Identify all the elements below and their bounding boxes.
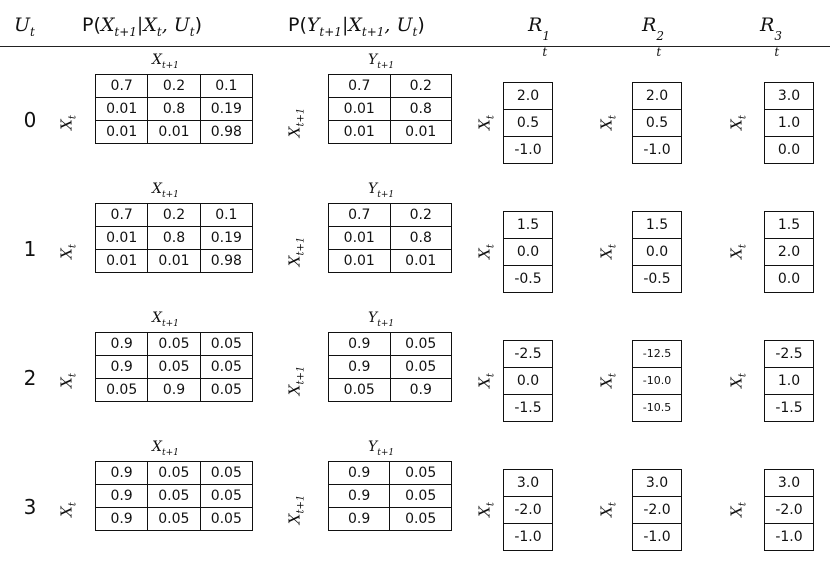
reward-cell: -1.0 [643,529,671,545]
reward-cell: 2.0 [765,239,813,266]
matrix-cell: 0.7 [329,75,391,98]
header-u-sub: t [30,24,35,39]
header-transition-sub1: t+1 [114,24,137,39]
reward-cell: 2.0 [633,83,681,110]
observation-col-label-symbol: Y [368,181,378,197]
reward-r2-row-label-sub: t [607,115,619,120]
transition-row-label-symbol: X [57,377,76,388]
reward-r1-row-label-sub: t [485,244,497,249]
reward-r3-row-label-sub: t [737,373,749,378]
table-row [329,75,452,98]
reward-cell: 3.0 [765,470,813,497]
header-transition [82,10,202,40]
reward-r3-row-label-sub: t [737,502,749,507]
matrix-cell: 0.9 [96,485,148,508]
reward-cell: 1.5 [633,212,681,239]
reward-cell: -2.5 [504,341,552,368]
matrix-cell: 0.9 [390,379,452,402]
matrix-cell: 0.05 [200,462,252,485]
header-observation-sub3: t [412,24,418,39]
matrix-cell: 0.8 [390,227,452,250]
reward-cell: -1.5 [514,400,542,416]
matrix-cell: 0.05 [96,379,148,402]
table-row [329,204,452,227]
reward-r1-vector [503,469,553,551]
reward-cell: -0.5 [643,271,671,287]
matrix-cell: 0.05 [390,333,452,356]
observation-col-label-sub: t+1 [377,60,395,71]
matrix-cell: 0.01 [329,121,391,144]
header-r1-sub: t [542,45,548,59]
matrix-cell: 0.01 [329,250,391,273]
observation-matrix [328,74,452,144]
reward-r2-row-label [598,232,619,272]
header-u [14,10,35,40]
table-row [96,75,253,98]
header-r2-sup: 2 [656,29,664,43]
reward-cell: 0.0 [504,368,552,395]
observation-col-label-sub: t+1 [377,189,395,200]
observation-row-label [286,103,307,143]
observation-col-label-symbol: Y [368,310,378,326]
reward-r2-row-label-symbol: X [597,377,616,388]
transition-row-label-sub: t [67,115,79,120]
table-row [96,250,253,273]
matrix-cell: 0.9 [96,333,148,356]
table-row [96,121,253,144]
transition-col-label-sub: t+1 [161,318,179,329]
reward-r1-row-label-symbol: X [475,377,494,388]
observation-matrix [328,332,452,402]
reward-cell: 1.5 [765,212,813,239]
reward-cell: -2.0 [633,497,681,524]
table-row [96,333,253,356]
reward-r3-row-label-sub: t [737,244,749,249]
matrix-cell: 0.19 [200,98,252,121]
header-observation-close: ) [417,14,425,36]
transition-col-label-sub: t+1 [161,60,179,71]
header-r1 [528,10,552,59]
matrix-cell: 0.05 [148,356,200,379]
header-r3-sub: t [774,45,780,59]
reward-cell: 0.0 [504,239,552,266]
matrix-cell: 0.2 [390,75,452,98]
reward-r1-vector [503,340,553,422]
observation-matrix [328,203,452,273]
matrix-cell: 0.2 [148,204,200,227]
matrix-cell: 0.05 [200,356,252,379]
reward-r3-row-label [728,490,749,530]
table-row [329,462,452,485]
matrix-cell: 0.9 [329,485,390,508]
reward-cell: -1.0 [775,529,803,545]
reward-r2-vector [632,82,682,164]
reward-r2-row-label-sub: t [607,502,619,507]
observation-col-label-sub: t+1 [377,318,395,329]
reward-r3-vector [764,211,814,293]
matrix-cell: 0.01 [96,250,148,273]
reward-r2-row-label-symbol: X [597,119,616,130]
reward-r1-vector [503,211,553,293]
table-row [329,121,452,144]
matrix-cell: 0.9 [96,508,148,531]
reward-cell: -1.0 [643,142,671,158]
transition-row-label-symbol: X [57,248,76,259]
reward-r1-row-label-symbol: X [475,119,494,130]
reward-r1-row-label-sub: t [485,373,497,378]
reward-r2-vector [632,340,682,422]
observation-row-label [286,361,307,401]
header-r3 [760,10,784,59]
reward-r2-vector [632,211,682,293]
reward-r1-row-label-sub: t [485,502,497,507]
reward-cell: 0.0 [633,239,681,266]
header-transition-open: P( [82,14,101,36]
row-u-value: 0 [23,108,37,132]
header-r1-symbol: R [528,14,543,36]
table-row [96,98,253,121]
reward-cell: 3.0 [633,470,681,497]
matrix-cell: 0.98 [200,250,252,273]
matrix-cell: 0.2 [148,75,200,98]
observation-row-label-sub: t+1 [295,365,307,385]
transition-col-label-symbol: X [152,310,162,326]
reward-cell: 0.0 [777,271,801,287]
matrix-cell: 0.9 [96,356,148,379]
reward-r1-vector [503,82,553,164]
header-divider [0,46,830,47]
matrix-cell: 0.98 [200,121,252,144]
matrix-cell: 0.05 [329,379,391,402]
reward-cell: 3.0 [765,83,813,110]
header-r3-symbol: R [760,14,775,36]
reward-r3-row-label-symbol: X [727,119,746,130]
table-row [329,379,452,402]
header-observation-given: |X [341,14,362,36]
matrix-cell: 0.05 [148,508,200,531]
matrix-cell: 0.2 [390,204,452,227]
transition-col-label-symbol: X [152,439,162,455]
matrix-cell: 0.05 [390,485,452,508]
matrix-cell: 0.8 [390,98,452,121]
header-observation-u: , U [384,14,413,36]
header-transition-u: , U [161,14,190,36]
matrix-cell: 0.01 [329,98,391,121]
reward-cell: -1.0 [514,529,542,545]
reward-cell: 2.0 [504,83,552,110]
header-transition-close: ) [194,14,203,36]
header-observation [288,10,425,40]
reward-r1-row-label-symbol: X [475,248,494,259]
matrix-cell: 0.1 [200,204,252,227]
matrix-cell: 0.01 [390,121,452,144]
header-r2-sub: t [656,45,662,59]
matrix-cell: 0.01 [96,98,148,121]
matrix-cell: 0.05 [390,462,452,485]
transition-col-label [152,310,179,329]
table-row [96,485,253,508]
observation-matrix [328,461,452,531]
reward-cell: 1.5 [504,212,552,239]
header-transition-sub3: t [189,24,195,39]
row-u-value: 1 [23,237,37,261]
reward-r1-row-label [476,490,497,530]
reward-cell: -2.0 [504,497,552,524]
header-u-symbol: U [14,14,31,36]
header-transition-given: |X [136,14,157,36]
row-u-value: 2 [23,366,37,390]
matrix-cell: 0.7 [96,204,148,227]
reward-r3-row-label [728,103,749,143]
reward-r3-row-label [728,361,749,401]
header-observation-sub1: t+1 [319,24,342,39]
reward-r1-row-label-sub: t [485,115,497,120]
table-row [329,227,452,250]
matrix-cell: 0.9 [329,356,391,379]
matrix-cell: 0.05 [200,508,252,531]
table-row [329,485,452,508]
row-u-value: 3 [23,495,37,519]
table-row [329,356,452,379]
transition-matrix [95,74,253,144]
matrix-cell: 0.01 [329,227,391,250]
header-observation-open: P( [288,14,307,36]
observation-row-label-symbol: X [285,384,304,396]
observation-row-label [286,490,307,530]
reward-cell: -2.5 [765,341,813,368]
matrix-cell: 0.05 [390,356,452,379]
reward-r3-row-label-symbol: X [727,377,746,388]
transition-row-label-sub: t [67,244,79,249]
table-row [96,508,253,531]
reward-r1-row-label [476,361,497,401]
table-row [96,227,253,250]
matrix-cell: 0.01 [96,121,148,144]
reward-r2-row-label-symbol: X [597,248,616,259]
transition-row-label [58,103,79,143]
matrix-cell: 0.1 [200,75,252,98]
reward-r1-row-label-symbol: X [475,506,494,517]
matrix-cell: 0.7 [329,204,391,227]
matrix-cell: 0.05 [200,333,252,356]
observation-row-label [286,232,307,272]
matrix-cell: 0.01 [148,121,200,144]
reward-cell: 1.0 [765,110,813,137]
transition-col-label [152,181,179,200]
header-observation-sub2: t+1 [361,24,385,39]
observation-row-label-sub: t+1 [295,107,307,127]
reward-r3-vector [764,469,814,551]
table-row [329,250,452,273]
matrix-cell: 0.19 [200,227,252,250]
reward-r2-row-label-symbol: X [597,506,616,517]
reward-cell: -1.5 [775,400,803,416]
reward-cell: -10.5 [642,401,672,414]
header-r2 [642,10,666,59]
matrix-cell: 0.05 [148,333,200,356]
observation-row-label-sub: t+1 [295,494,307,514]
observation-col-label-symbol: Y [368,439,378,455]
matrix-cell: 0.05 [200,379,252,402]
header-r3-sup: 3 [774,29,782,43]
transition-col-label-sub: t+1 [161,447,179,458]
matrix-cell: 0.8 [148,227,200,250]
matrix-cell: 0.8 [148,98,200,121]
transition-matrix [95,203,253,273]
matrix-cell: 0.01 [148,250,200,273]
reward-r3-row-label [728,232,749,272]
matrix-cell: 0.05 [148,485,200,508]
transition-row-label-sub: t [67,373,79,378]
table-row [96,379,253,402]
matrix-cell: 0.9 [329,333,391,356]
matrix-cell: 0.01 [96,227,148,250]
observation-col-label [368,181,394,200]
reward-r3-vector [764,82,814,164]
reward-r3-row-label-sub: t [737,115,749,120]
table-row [329,508,452,531]
transition-col-label-symbol: X [152,181,162,197]
reward-cell: -10.0 [633,368,681,395]
transition-row-label-symbol: X [57,506,76,517]
reward-cell: 1.0 [765,368,813,395]
reward-r2-row-label [598,361,619,401]
reward-cell: 0.5 [633,110,681,137]
observation-col-label [368,52,394,71]
table-row [329,333,452,356]
reward-cell: -0.5 [514,271,542,287]
observation-col-label-symbol: Y [368,52,378,68]
transition-matrix [95,461,253,531]
matrix-cell: 0.05 [390,508,452,531]
reward-cell: -2.0 [765,497,813,524]
header-r1-sup: 1 [542,29,550,43]
reward-r2-row-label-sub: t [607,373,619,378]
observation-col-label [368,439,394,458]
transition-col-label [152,52,179,71]
header-transition-x: X [100,14,115,36]
transition-col-label-symbol: X [152,52,162,68]
reward-r3-row-label-symbol: X [727,506,746,517]
header-transition-sub2: t [156,24,162,39]
table-row [96,356,253,379]
reward-cell: 0.0 [777,142,801,158]
transition-row-label-symbol: X [57,119,76,130]
table-row [96,462,253,485]
observation-col-label [368,310,394,329]
reward-r1-row-label [476,232,497,272]
observation-row-label-symbol: X [285,513,304,525]
matrix-cell: 0.01 [390,250,452,273]
matrix-cell: 0.05 [200,485,252,508]
header-observation-y: Y [306,14,320,36]
observation-row-label-symbol: X [285,255,304,267]
matrix-cell: 0.7 [96,75,148,98]
table-row [96,204,253,227]
reward-cell: -1.0 [514,142,542,158]
transition-row-label [58,232,79,272]
reward-r1-row-label [476,103,497,143]
reward-cell: 0.5 [504,110,552,137]
reward-cell: -12.5 [633,341,681,368]
transition-row-label [58,490,79,530]
matrix-cell: 0.9 [148,379,200,402]
reward-r2-row-label [598,490,619,530]
observation-col-label-sub: t+1 [377,447,395,458]
reward-r2-row-label-sub: t [607,244,619,249]
matrix-cell: 0.9 [329,508,390,531]
matrix-cell: 0.9 [96,462,148,485]
transition-row-label [58,361,79,401]
reward-cell: 3.0 [504,470,552,497]
table-row [329,98,452,121]
reward-r2-row-label [598,103,619,143]
transition-col-label-sub: t+1 [161,189,179,200]
reward-r3-vector [764,340,814,422]
header-r2-symbol: R [642,14,657,36]
matrix-cell: 0.05 [148,462,200,485]
matrix-cell: 0.9 [329,462,390,485]
reward-r2-vector [632,469,682,551]
observation-row-label-symbol: X [285,126,304,138]
transition-matrix [95,332,253,402]
transition-row-label-sub: t [67,502,79,507]
transition-col-label [152,439,179,458]
reward-r3-row-label-symbol: X [727,248,746,259]
observation-row-label-sub: t+1 [295,236,307,256]
